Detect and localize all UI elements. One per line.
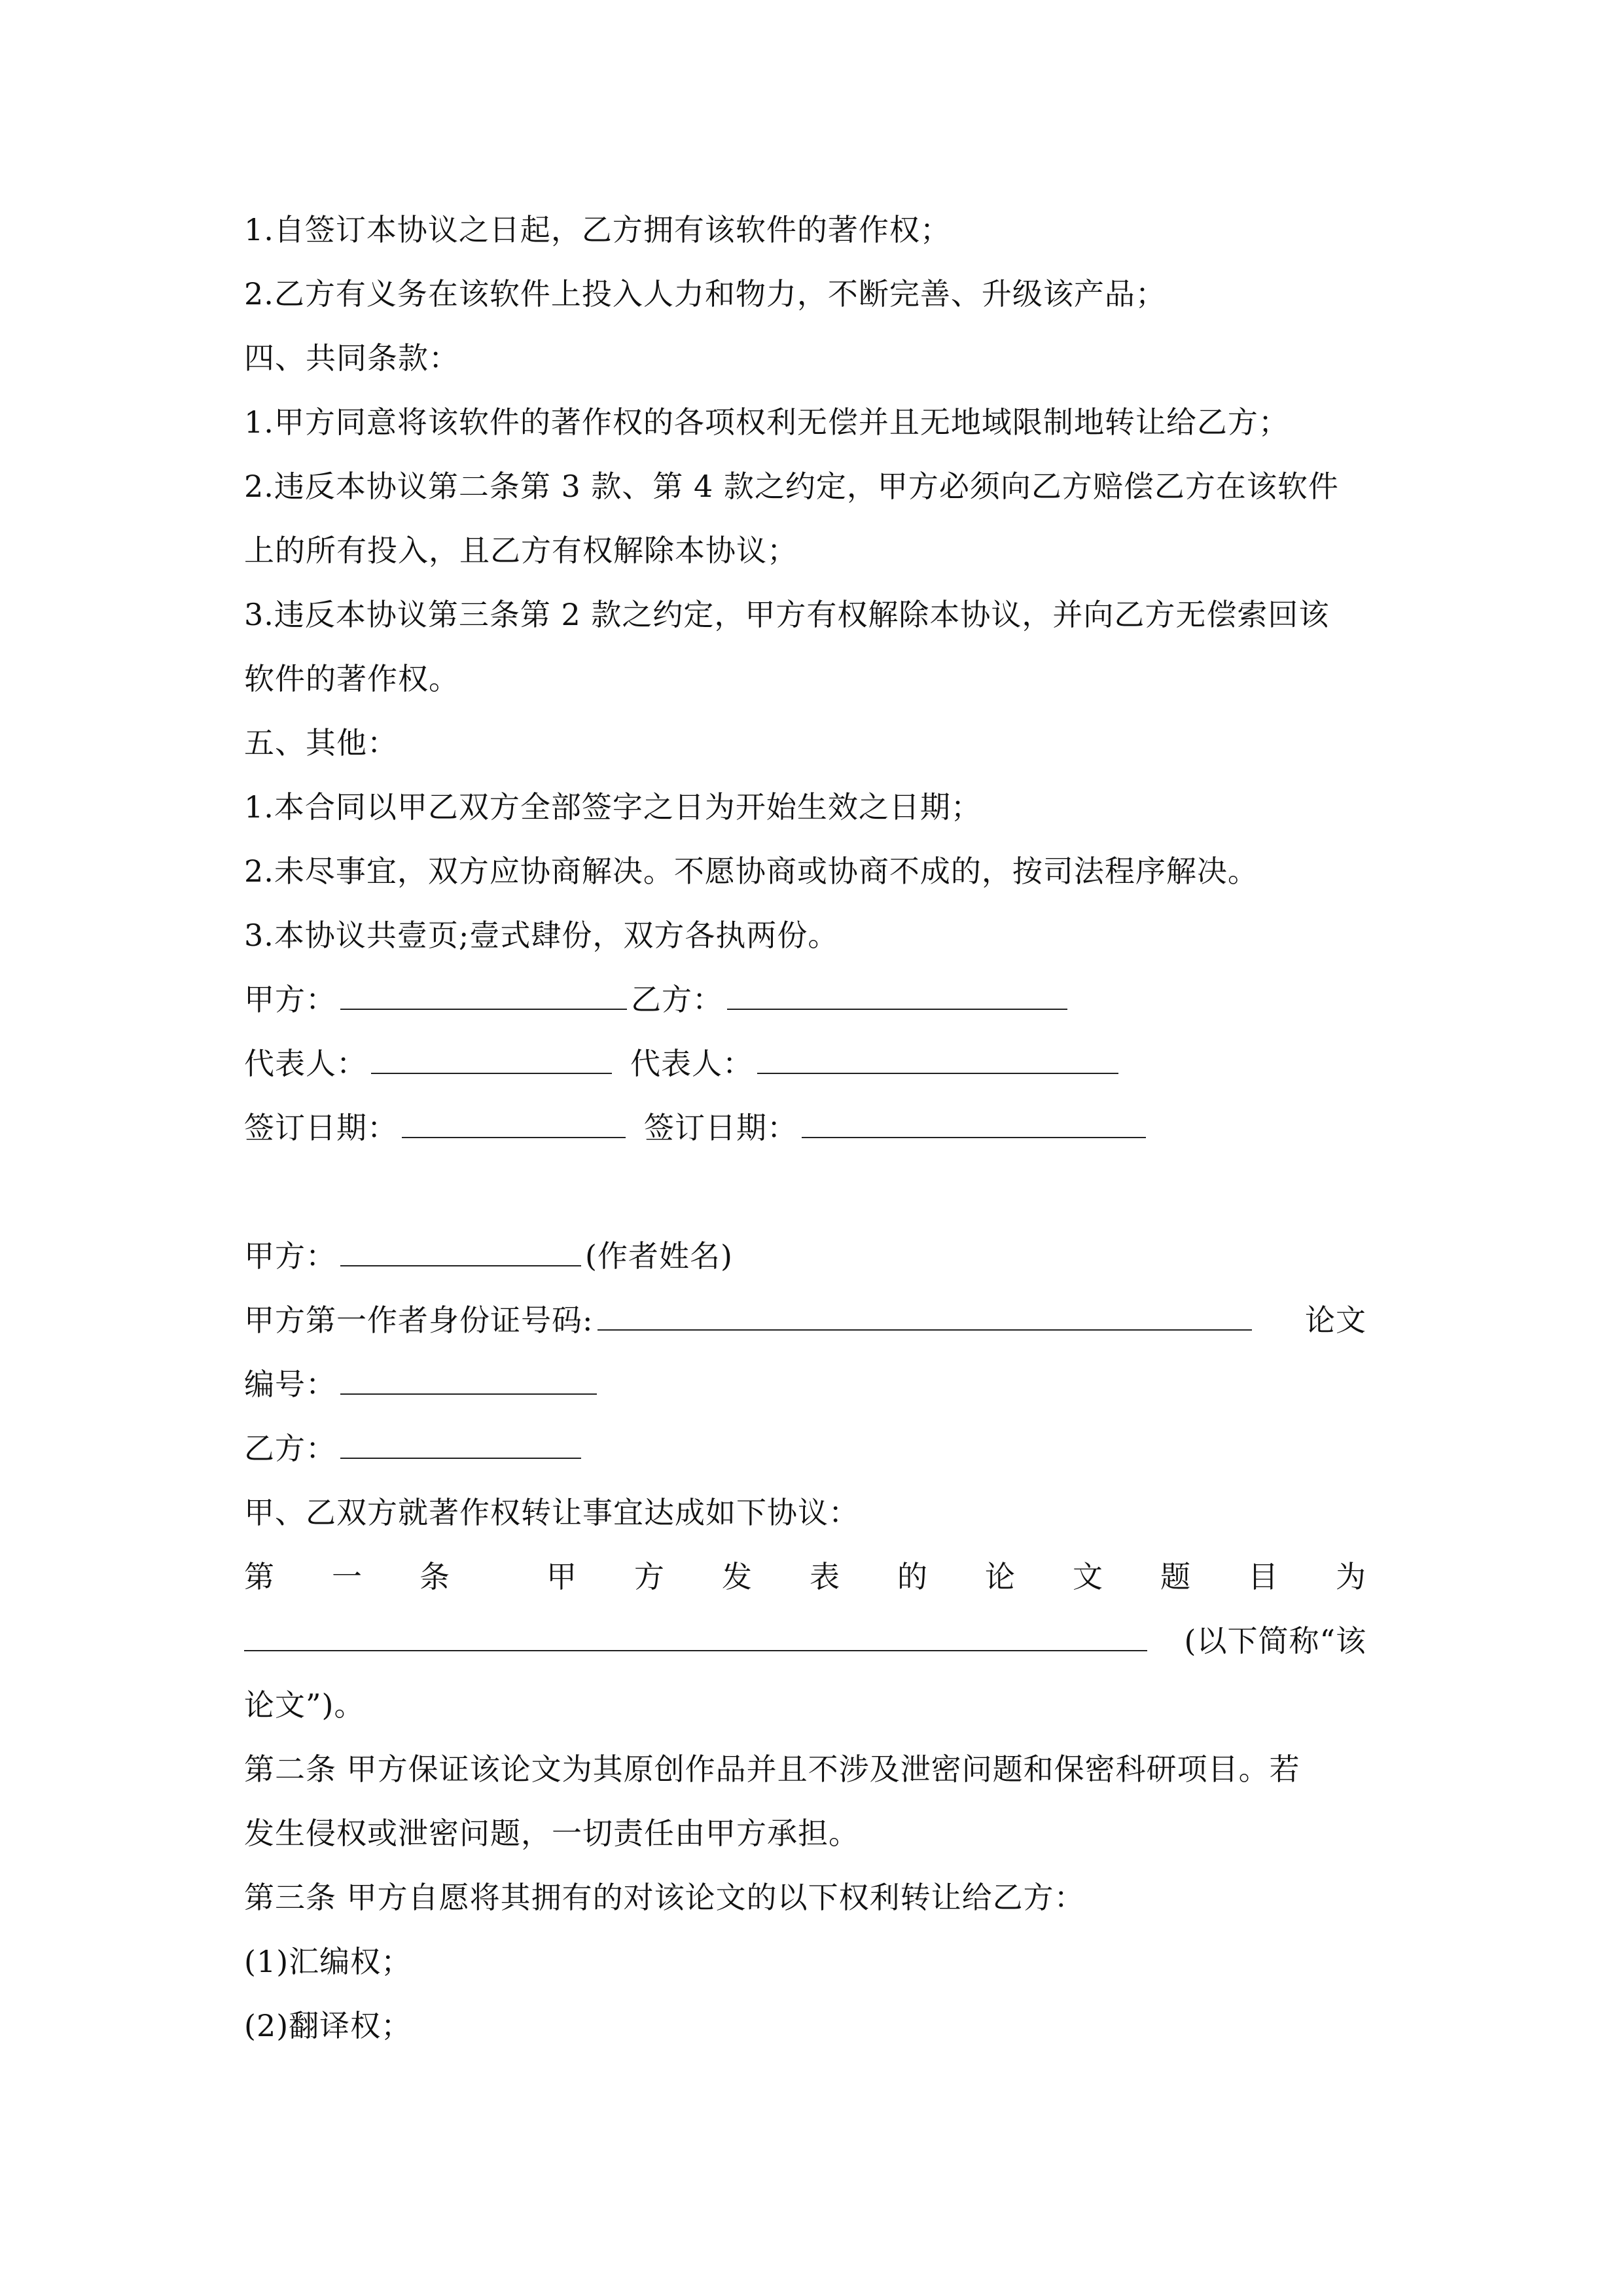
contract2-number-row: [244, 1352, 1366, 1416]
party-b-blank[interactable]: [727, 984, 1067, 1010]
article-1-char: 题: [1160, 1559, 1191, 1594]
party-a-label: 甲方：: [244, 982, 336, 1017]
party-a-blank[interactable]: [340, 984, 627, 1010]
right-item: (2)翻译权；: [244, 2008, 412, 2043]
paragraph: 2.乙方有义务在该软件上投入人力和物力，不断完善、升级该产品；: [244, 276, 1166, 312]
date-b-label: 签订日期：: [644, 1110, 798, 1145]
paper-number-blank[interactable]: [340, 1369, 597, 1395]
rep-b-label: 代表人：: [630, 1046, 753, 1081]
article-1-char: 目: [1248, 1559, 1279, 1594]
article-1-char: 第: [244, 1559, 275, 1594]
article-1-char: 为: [1336, 1559, 1366, 1594]
author-name-blank[interactable]: [340, 1240, 581, 1266]
rep-a-label: 代表人：: [244, 1046, 367, 1081]
article-1-spread-line: [244, 1545, 1366, 1609]
id-number-label: 甲方第一作者身份证号码:: [244, 1302, 594, 1338]
id-number-blank[interactable]: [597, 1304, 1252, 1331]
contract2-party-b-row: [244, 1416, 1366, 1480]
paragraph: 3.违反本协议第三条第 2 款之约定，甲方有权解除本协议，并向乙方无偿索回该: [244, 597, 1330, 632]
article-1-char: 文: [1073, 1559, 1103, 1594]
contract2-party-b-label: 乙方：: [244, 1431, 336, 1466]
article-1-char: 一: [332, 1559, 363, 1594]
paragraph: 1.自签订本协议之日起，乙方拥有该软件的著作权；: [244, 212, 951, 247]
date-b-blank[interactable]: [802, 1112, 1146, 1138]
paragraph: 2.违反本协议第二条第 3 款、第 4 款之约定，甲方必须向乙方赔偿乙方在该软件: [244, 469, 1339, 504]
article-3: 第三条 甲方自愿将其拥有的对该论文的以下权利转让给乙方：: [244, 1880, 1085, 1915]
contract2-id-row: [244, 1288, 1366, 1352]
author-name-note: (作者姓名): [585, 1238, 733, 1274]
signature-row-representatives: [244, 1031, 1366, 1096]
contract2-party-a-label: 甲方：: [244, 1238, 336, 1274]
article-1-char: 的: [897, 1559, 928, 1594]
paragraph: 1.本合同以甲乙双方全部签字之日为开始生效之日期；: [244, 789, 982, 825]
article-1-char: 发: [722, 1559, 753, 1594]
article-2-line-2: 发生侵权或泄密问题，一切责任由甲方承担。: [244, 1816, 859, 1851]
paper-number-label: 编号：: [244, 1367, 336, 1402]
paragraph: 软件的著作权。: [244, 661, 459, 696]
paragraph: 1.甲方同意将该软件的著作权的各项权利无偿并且无地域限制地转让给乙方；: [244, 404, 1289, 440]
right-item: (1)汇编权；: [244, 1944, 412, 1979]
rep-b-blank[interactable]: [757, 1048, 1118, 1074]
paragraph: 2.未尽事宜，双方应协商解决。不愿协商或协商不成的，按司法程序解决。: [244, 853, 1258, 889]
date-a-blank[interactable]: [402, 1112, 626, 1138]
section-heading-common-terms: 四、共同条款：: [244, 340, 459, 376]
article-1-char: 方: [634, 1559, 665, 1594]
article-1-end: 论文”)。: [244, 1687, 365, 1723]
article-2-line-1: 第二条 甲方保证该论文为其原创作品并且不涉及泄密问题和保密科研项目。若: [244, 1751, 1300, 1787]
party-b-label: 乙方：: [631, 982, 723, 1017]
date-a-label: 签订日期：: [244, 1110, 398, 1145]
spacer: [244, 1160, 1366, 1224]
contract2-intro: 甲、乙双方就著作权转让事宜达成如下协议：: [244, 1495, 859, 1530]
signature-row-parties: [244, 967, 1366, 1031]
paragraph: 上的所有投入，且乙方有权解除本协议；: [244, 533, 798, 568]
contract2-party-a-row: [244, 1224, 1366, 1288]
document-body: [244, 198, 1366, 2058]
paper-label-start: 论文: [1305, 1302, 1366, 1338]
article-1-char: 条: [419, 1559, 450, 1594]
paragraph: 3.本协议共壹页;壹式肆份，双方各执两份。: [244, 918, 839, 953]
signature-row-dates: [244, 1096, 1366, 1160]
article-1-char: 甲: [546, 1559, 577, 1594]
article-1-char: 表: [810, 1559, 840, 1594]
article-1-tail: (以下简称“该: [1184, 1623, 1366, 1659]
article-1-char: 论: [985, 1559, 1016, 1594]
paper-title-blank[interactable]: [244, 1625, 1147, 1651]
contract2-party-b-blank[interactable]: [340, 1433, 581, 1459]
article-1-title-row: [244, 1609, 1366, 1673]
section-heading-other: 五、其他：: [244, 725, 398, 761]
rep-a-blank[interactable]: [371, 1048, 612, 1074]
